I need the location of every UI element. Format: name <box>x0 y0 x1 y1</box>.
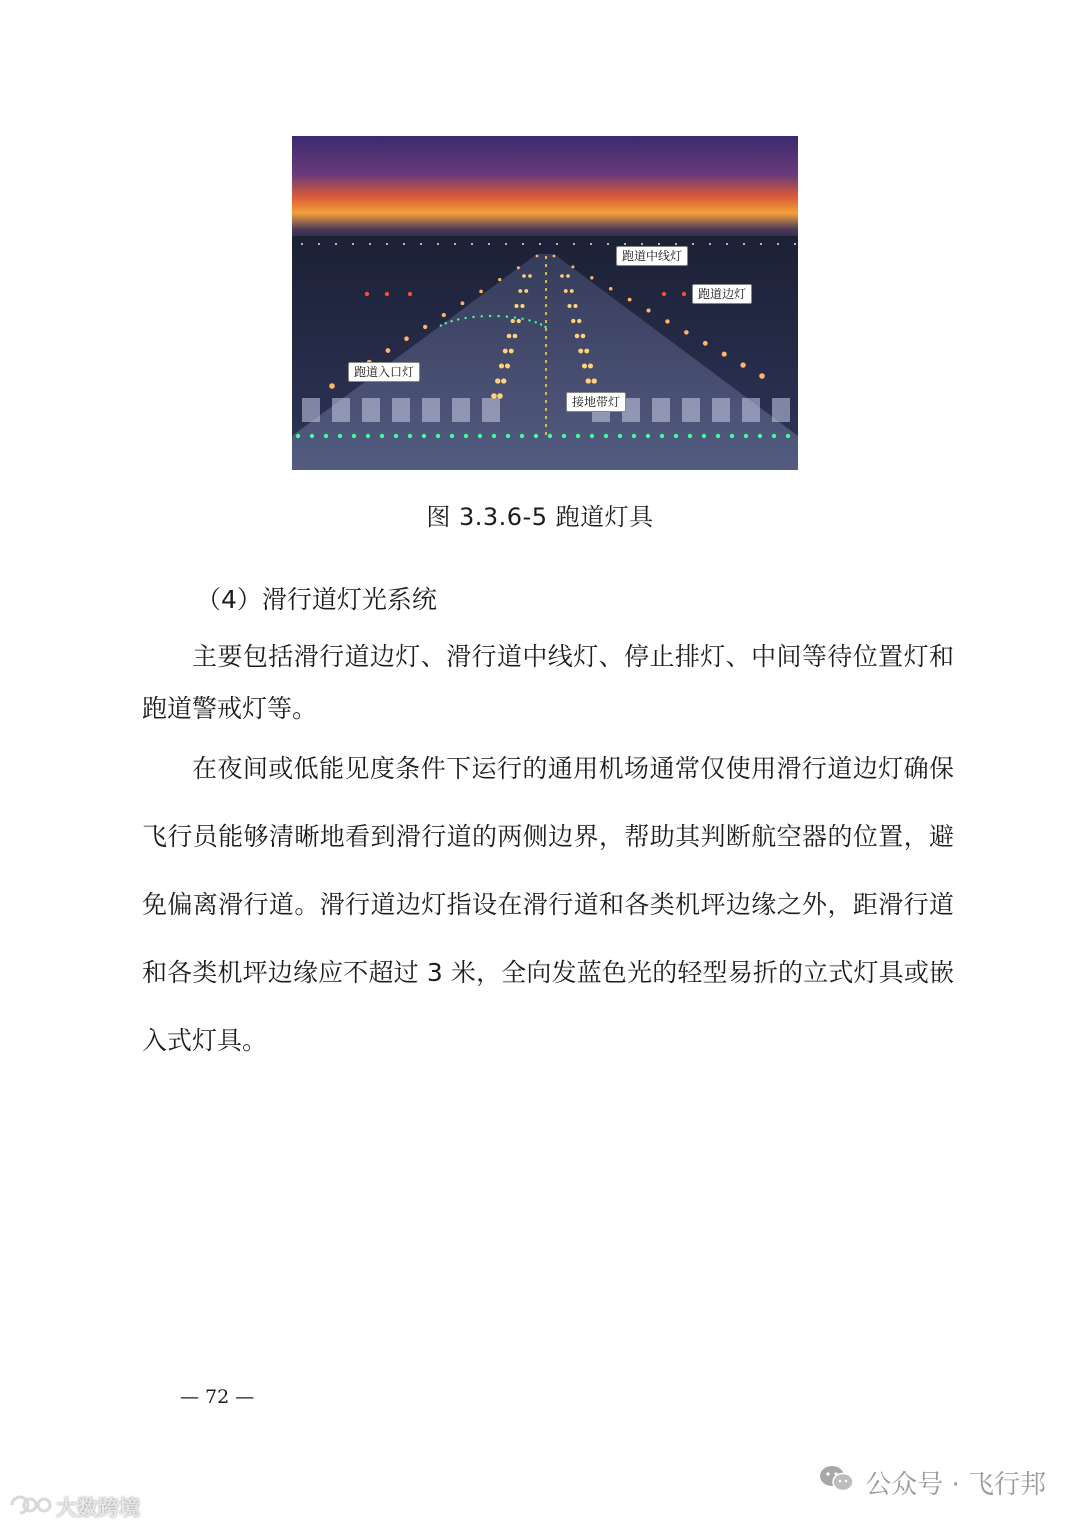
threshold-light <box>702 434 706 438</box>
horizon-light <box>556 243 558 245</box>
touchdown-light <box>514 304 518 308</box>
horizon-light <box>352 243 354 245</box>
threshold-light <box>520 434 524 438</box>
touchdown-light <box>522 274 526 278</box>
callout-touchdown-lights: 接地带灯 <box>566 392 626 412</box>
touchdown-light <box>511 319 515 323</box>
threshold-light <box>352 434 356 438</box>
threshold-light <box>338 434 342 438</box>
threshold-light <box>408 434 412 438</box>
edge-light <box>759 373 765 379</box>
taxiway-light <box>440 324 442 326</box>
touchdown-light <box>528 274 532 278</box>
touchdown-light <box>575 334 580 339</box>
touchdown-light <box>507 334 512 339</box>
edge-light <box>684 330 689 335</box>
taxiway-light <box>457 318 459 320</box>
horizon-light <box>641 243 643 245</box>
threshold-light <box>492 434 496 438</box>
approach-light <box>385 292 389 296</box>
horizon-light <box>386 243 388 245</box>
touchdown-light <box>573 304 577 308</box>
touchdown-light <box>588 363 593 368</box>
threshold-light <box>772 434 776 438</box>
threshold-light <box>758 434 762 438</box>
horizon-light <box>624 243 626 245</box>
taxiway-light <box>497 315 499 317</box>
horizon-light <box>777 243 779 245</box>
touchdown-light <box>560 274 564 278</box>
touchdown-light <box>491 393 497 399</box>
callout-threshold-lights: 跑道入口灯 <box>348 362 420 382</box>
threshold-light <box>548 434 552 438</box>
edge-light <box>536 255 539 258</box>
touchdown-light <box>564 289 568 293</box>
horizon-light <box>301 243 303 245</box>
touchdown-light <box>517 319 521 323</box>
touchdown-light <box>497 393 503 399</box>
threshold-light <box>660 434 664 438</box>
horizon-light <box>335 243 337 245</box>
taxiway-light <box>480 315 482 317</box>
watermark-wechat <box>819 1464 1046 1501</box>
taxiway-light <box>544 326 546 328</box>
horizon-light <box>590 243 592 245</box>
horizon-light <box>471 243 473 245</box>
edge-light <box>442 313 446 317</box>
threshold-light <box>436 434 440 438</box>
touchdown-light <box>503 349 508 354</box>
threshold-light <box>324 434 328 438</box>
threshold-light <box>562 434 566 438</box>
threshold-light <box>464 434 468 438</box>
edge-light <box>740 362 745 367</box>
watermark-wechat-text: 公众号 · 飞行邦 <box>865 1470 1046 1500</box>
threshold-light <box>366 434 370 438</box>
threshold-light <box>674 434 678 438</box>
brand-logo-icon <box>8 1493 52 1522</box>
threshold-light <box>590 434 594 438</box>
touchdown-light <box>570 289 574 293</box>
taxiway-light <box>540 323 542 325</box>
touchdown-light <box>524 289 528 293</box>
edge-light <box>385 348 390 353</box>
threshold-light <box>688 434 692 438</box>
horizon-light <box>318 243 320 245</box>
touchdown-light <box>578 349 583 354</box>
approach-light <box>682 292 686 296</box>
paragraph-taxiway-light-types: 主要包括滑行道边灯、滑行道中线灯、停止排灯、中间等待位置灯和跑道警戒灯等。 <box>142 642 954 723</box>
touchdown-light <box>509 349 514 354</box>
approach-light <box>662 292 666 296</box>
touchdown-light <box>566 274 570 278</box>
callout-edge-lights: 跑道边灯 <box>692 284 752 304</box>
approach-light <box>365 292 369 296</box>
threshold-light <box>478 434 482 438</box>
wechat-icon <box>819 1464 855 1501</box>
threshold-light <box>786 434 790 438</box>
touchdown-light <box>582 363 587 368</box>
threshold-light <box>632 434 636 438</box>
threshold-light <box>576 434 580 438</box>
threshold-light <box>618 434 622 438</box>
horizon-light <box>539 243 541 245</box>
threshold-light <box>730 434 734 438</box>
horizon-light <box>488 243 490 245</box>
horizon-light <box>403 243 405 245</box>
edge-light <box>703 341 708 346</box>
watermark-brand-text: 大数跨境 <box>56 1496 140 1520</box>
horizon-light <box>607 243 609 245</box>
edge-light <box>517 266 520 269</box>
threshold-light <box>310 434 314 438</box>
approach-light <box>408 292 412 296</box>
touchdown-light <box>584 349 589 354</box>
horizon-light <box>760 243 762 245</box>
page-number: — 72 — <box>180 1386 255 1408</box>
threshold-light <box>380 434 384 438</box>
edge-light <box>498 278 501 281</box>
horizon-light <box>692 243 694 245</box>
horizon-light <box>675 243 677 245</box>
touchdown-light <box>567 304 571 308</box>
horizon-light <box>420 243 422 245</box>
threshold-light <box>506 434 510 438</box>
horizon-light <box>794 243 796 245</box>
section-heading: （4）滑行道灯光系统 <box>196 585 437 614</box>
touchdown-light <box>592 378 597 383</box>
horizon-light <box>454 243 456 245</box>
edge-light <box>404 336 409 341</box>
threshold-light <box>604 434 608 438</box>
taxiway-light <box>535 321 537 323</box>
horizon-light <box>709 243 711 245</box>
edge-light <box>647 309 651 313</box>
horizon-light <box>658 243 660 245</box>
edge-light <box>571 265 574 268</box>
touchdown-light <box>501 378 506 383</box>
horizon-light <box>369 243 371 245</box>
horizon-light <box>437 243 439 245</box>
edge-light <box>590 276 593 279</box>
taxiway-light <box>450 320 452 322</box>
edge-light <box>329 383 335 389</box>
threshold-light <box>296 434 300 438</box>
taxiway-light <box>489 315 491 317</box>
touchdown-light <box>518 289 522 293</box>
touchdown-light <box>581 334 586 339</box>
threshold-light <box>422 434 426 438</box>
threshold-light <box>646 434 650 438</box>
taxiway-light <box>514 316 516 318</box>
callout-centerline-lights: 跑道中线灯 <box>616 246 688 266</box>
taxiway-light <box>464 317 466 319</box>
touchdown-light <box>586 378 591 383</box>
taxiway-light <box>506 315 508 317</box>
runway-lights-photo <box>292 136 798 470</box>
threshold-light <box>744 434 748 438</box>
edge-light <box>609 287 613 291</box>
edge-light <box>423 325 427 329</box>
horizon-light <box>573 243 575 245</box>
touchdown-light <box>577 319 581 323</box>
threshold-light <box>534 434 538 438</box>
taxiway-light <box>521 318 523 320</box>
touchdown-light <box>499 363 504 368</box>
horizon-light <box>743 243 745 245</box>
touchdown-light <box>571 319 575 323</box>
horizon-light <box>505 243 507 245</box>
figure-caption: 图 3.3.6-5 跑道灯具 <box>426 503 654 531</box>
edge-light <box>479 290 483 294</box>
taxiway-light <box>472 316 474 318</box>
touchdown-light <box>495 378 500 383</box>
taxiway-light <box>528 319 530 321</box>
edge-light <box>628 298 632 302</box>
horizon-light <box>522 243 524 245</box>
edge-light <box>461 301 465 305</box>
threshold-light <box>450 434 454 438</box>
horizon-light <box>726 243 728 245</box>
edge-light <box>553 255 556 258</box>
threshold-light <box>394 434 398 438</box>
touchdown-light <box>520 304 524 308</box>
touchdown-light <box>513 334 518 339</box>
edge-light <box>665 319 669 323</box>
touchdown-light <box>505 363 510 368</box>
watermark-brand <box>8 1492 140 1522</box>
taxiway-light <box>445 322 447 324</box>
threshold-light <box>716 434 720 438</box>
paragraph-taxiway-edge-lights: 在夜间或低能见度条件下运行的通用机场通常仅使用滑行道边灯确保飞行员能够清晰地看到滑行道的两侧边界，帮助其判断航空器的位置，避免偏离滑行道。滑行道边灯指设在滑行道和各类机坪边缘之外，距滑行道和各类机坪边缘应不超过 3 米，全向发蓝色光的轻型易折的立式灯具或嵌入式灯具。 <box>142 754 954 1055</box>
edge-light <box>722 352 727 357</box>
